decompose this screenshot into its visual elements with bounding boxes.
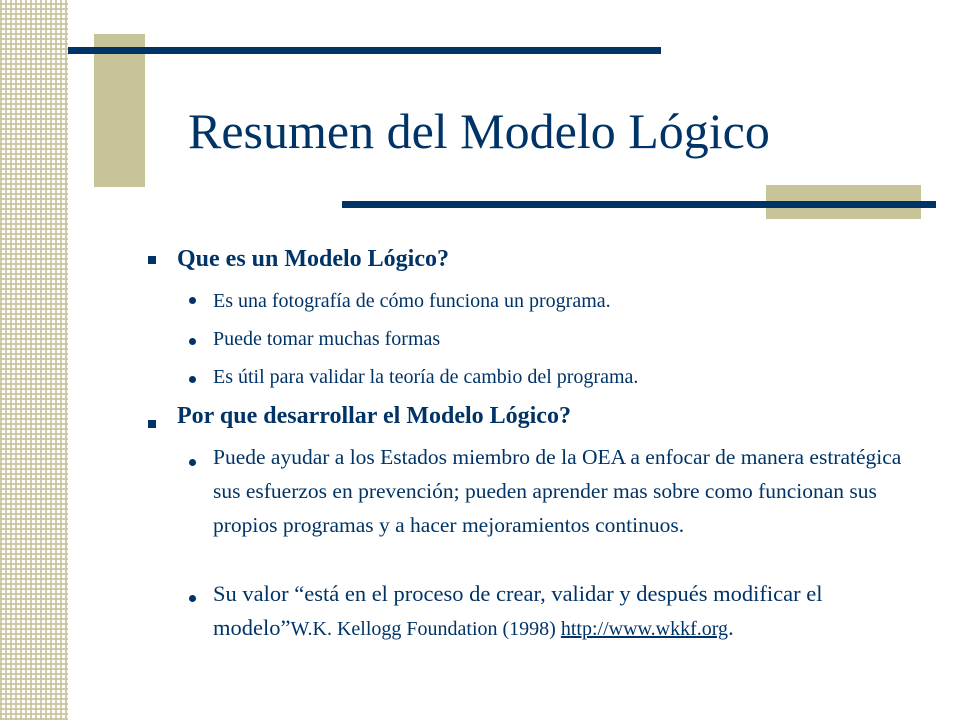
section-heading-1: Que es un Modelo Lógico?: [177, 246, 450, 272]
slide-title: Resumen del Modelo Lógico: [188, 103, 770, 159]
wkkf-link[interactable]: http://www.wkkf.org: [560, 618, 729, 640]
quote-text: Su valor “está en el proceso de crear, validar y después modificar el modelo”: [213, 581, 823, 640]
list-item: Puede ayudar a los Estados miembro de la OEA a enfocar de manera estratégica sus esfuerzos en prevención; pueden aprender mas sobre como funcionan sus propios programas y a hacer mejoramientos continuos.: [213, 445, 902, 537]
trailing-period: .: [728, 615, 734, 640]
list-item: Puede tomar muchas formas: [213, 328, 441, 350]
round-bullet-icon: [189, 595, 196, 602]
square-bullet-icon: [148, 420, 156, 428]
round-bullet-icon: [189, 376, 196, 383]
section-heading-2: Por que desarrollar el Modelo Lógico?: [177, 403, 571, 429]
list-item: Es una fotografía de cómo funciona un programa.: [213, 290, 611, 312]
list-item: Es útil para validar la teoría de cambio del programa.: [213, 366, 639, 388]
round-bullet-icon: [189, 459, 196, 466]
citation-text: W.K. Kellogg Foundation (1998): [290, 618, 561, 640]
square-bullet-icon: [148, 256, 156, 264]
round-bullet-icon: [189, 297, 196, 304]
round-bullet-icon: [189, 338, 196, 345]
quote-list-item: [213, 577, 933, 646]
